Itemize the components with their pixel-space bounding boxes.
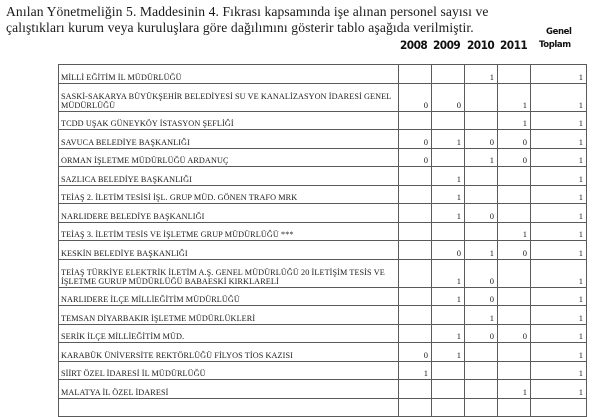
value-2011 bbox=[498, 259, 531, 287]
value-total: 1 bbox=[531, 130, 587, 149]
value-2011 bbox=[498, 185, 531, 204]
value-2010 bbox=[465, 111, 498, 130]
table-row bbox=[59, 241, 587, 260]
value-2008 bbox=[399, 324, 432, 343]
value-2009: 1 bbox=[432, 130, 465, 149]
value-2009 bbox=[432, 306, 465, 325]
value-2011: 0 bbox=[498, 324, 531, 343]
value-2008 bbox=[399, 398, 432, 417]
value-2010: 0 bbox=[465, 204, 498, 223]
value-2010 bbox=[465, 361, 498, 380]
value-2010: 1 bbox=[465, 241, 498, 260]
value-2011 bbox=[498, 398, 531, 417]
value-2010: 0 bbox=[465, 259, 498, 287]
value-2010: 1 bbox=[465, 148, 498, 167]
value-2011 bbox=[498, 306, 531, 325]
institution-name: TCDD UŞAK GÜNEYKÖY İSTASYON ŞEFLİĞİ bbox=[59, 111, 399, 130]
value-2011 bbox=[498, 65, 531, 84]
table-row bbox=[59, 148, 587, 167]
institution-name: SASKİ-SAKARYA BÜYÜKŞEHİR BELEDİYESİ SU VE KANALİZASYON İDARESİ GENEL MÜDÜRLÜĞÜ bbox=[59, 83, 399, 111]
value-2008: 0 bbox=[399, 148, 432, 167]
value-total: 1 bbox=[531, 65, 587, 84]
value-total: 1 bbox=[531, 222, 587, 241]
value-2008: 0 bbox=[399, 130, 432, 149]
value-2011 bbox=[498, 343, 531, 362]
value-2010: 1 bbox=[465, 65, 498, 84]
institution-name bbox=[59, 398, 399, 417]
value-2008 bbox=[399, 222, 432, 241]
intro-text bbox=[6, 4, 596, 36]
value-2009: 1 bbox=[432, 287, 465, 306]
value-2009: 1 bbox=[432, 343, 465, 362]
value-2008 bbox=[399, 306, 432, 325]
table-row bbox=[59, 343, 587, 362]
institution-name: NARLIDERE İLÇE MİLLİEĞİTİM MÜDÜRLÜĞÜ bbox=[59, 287, 399, 306]
institution-name: TEİAŞ TÜRKİYE ELEKTRİK İLETİM A.Ş. GENEL MÜDÜRLÜĞÜ 20 İLETİŞİM TESİS VE İŞLETME GURUP MÜDÜRLÜĞÜ BABAESKİ KIRKLARELİ bbox=[59, 259, 399, 287]
total-header-line-2: Toplam bbox=[539, 40, 571, 50]
value-2008 bbox=[399, 185, 432, 204]
total-header-line-1: Genel bbox=[546, 27, 572, 37]
value-total: 1 bbox=[531, 324, 587, 343]
value-2008 bbox=[399, 287, 432, 306]
institution-name: TEMSAN DİYARBAKIR İŞLETME MÜDÜRLÜKLERİ bbox=[59, 306, 399, 325]
value-total: 1 bbox=[531, 361, 587, 380]
value-total: 1 bbox=[531, 343, 587, 362]
institution-name: SERİK İLÇE MİLLİEĞİTİM MÜD. bbox=[59, 324, 399, 343]
value-2011: 1 bbox=[498, 380, 531, 399]
value-2011 bbox=[498, 287, 531, 306]
table-row bbox=[59, 361, 587, 380]
value-2011: 1 bbox=[498, 111, 531, 130]
value-2009 bbox=[432, 380, 465, 399]
institution-name: KESKİN BELEDİYE BAŞKANLIĞI bbox=[59, 241, 399, 260]
institution-name: KARABÜK ÜNİVERSİTE REKTÖRLÜĞÜ FİLYOS TİOS KAZISI bbox=[59, 343, 399, 362]
value-total: 1 bbox=[531, 167, 587, 186]
value-2008 bbox=[399, 259, 432, 287]
institution-name: ORMAN İŞLETME MÜDÜRLÜĞÜ ARDANUÇ bbox=[59, 148, 399, 167]
institution-name: SAVUCA BELEDİYE BAŞKANLIĞI bbox=[59, 130, 399, 149]
value-2010 bbox=[465, 185, 498, 204]
institution-name: MİLLİ EĞİTİM İL MÜDÜRLÜĞÜ bbox=[59, 65, 399, 84]
institution-name: MALATYA İL ÖZEL İDARESİ bbox=[59, 380, 399, 399]
value-2010 bbox=[465, 380, 498, 399]
value-2008 bbox=[399, 167, 432, 186]
value-2010 bbox=[465, 398, 498, 417]
value-2008: 0 bbox=[399, 343, 432, 362]
value-2008 bbox=[399, 65, 432, 84]
value-total: 1 bbox=[531, 306, 587, 325]
value-total: 1 bbox=[531, 380, 587, 399]
table-row bbox=[59, 130, 587, 149]
value-2011 bbox=[498, 204, 531, 223]
value-2011: 1 bbox=[498, 83, 531, 111]
value-2008 bbox=[399, 241, 432, 260]
value-2011 bbox=[498, 361, 531, 380]
value-2009: 0 bbox=[432, 83, 465, 111]
value-2010: 0 bbox=[465, 287, 498, 306]
personnel-table-body bbox=[59, 65, 587, 417]
value-2011: 1 bbox=[498, 222, 531, 241]
value-2009: 1 bbox=[432, 204, 465, 223]
value-total: 1 bbox=[531, 287, 587, 306]
value-2008 bbox=[399, 380, 432, 399]
table-row bbox=[59, 204, 587, 223]
year-header-2010: 2010 bbox=[467, 38, 495, 52]
value-2011: 0 bbox=[498, 241, 531, 260]
value-2009 bbox=[432, 111, 465, 130]
value-total: 1 bbox=[531, 241, 587, 260]
institution-name: SAZLICA BELEDİYE BAŞKANLIĞI bbox=[59, 167, 399, 186]
value-2010 bbox=[465, 83, 498, 111]
value-total: 1 bbox=[531, 83, 587, 111]
value-total bbox=[531, 398, 587, 417]
value-2009 bbox=[432, 222, 465, 241]
value-2009 bbox=[432, 65, 465, 84]
intro-line-2: çalıştıkları kurum veya kuruluşlara göre dağılımını gösterir tablo aşağıda verilmiştir. bbox=[6, 20, 474, 35]
table-row bbox=[59, 306, 587, 325]
year-header-2009: 2009 bbox=[433, 38, 461, 52]
value-2011: 0 bbox=[498, 130, 531, 149]
table-row bbox=[59, 65, 587, 84]
value-total: 1 bbox=[531, 111, 587, 130]
value-2009 bbox=[432, 361, 465, 380]
value-2008 bbox=[399, 111, 432, 130]
table-row bbox=[59, 380, 587, 399]
value-2011: 0 bbox=[498, 148, 531, 167]
value-2010 bbox=[465, 167, 498, 186]
table-row bbox=[59, 287, 587, 306]
value-2009: 1 bbox=[432, 185, 465, 204]
table-row bbox=[59, 185, 587, 204]
value-2009 bbox=[432, 398, 465, 417]
value-total: 1 bbox=[531, 148, 587, 167]
table-row bbox=[59, 398, 587, 417]
value-2010 bbox=[465, 222, 498, 241]
value-total: 1 bbox=[531, 185, 587, 204]
value-2008 bbox=[399, 204, 432, 223]
value-2009: 1 bbox=[432, 259, 465, 287]
table-row bbox=[59, 167, 587, 186]
value-2008: 0 bbox=[399, 83, 432, 111]
value-2010: 1 bbox=[465, 306, 498, 325]
value-total: 1 bbox=[531, 204, 587, 223]
value-2009: 1 bbox=[432, 324, 465, 343]
institution-name: TEİAŞ 2. İLETİM TESİSİ İŞL. GRUP MÜD. GÖNEN TRAFO MRK bbox=[59, 185, 399, 204]
value-2009: 1 bbox=[432, 167, 465, 186]
value-2011 bbox=[498, 167, 531, 186]
table-row bbox=[59, 83, 587, 111]
value-2010 bbox=[465, 343, 498, 362]
table-row bbox=[59, 111, 587, 130]
table-row bbox=[59, 259, 587, 287]
personnel-table bbox=[58, 64, 587, 417]
year-header-2011: 2011 bbox=[500, 38, 528, 52]
institution-name: TEİAŞ 3. İLETİM TESİS VE İŞLETME GRUP MÜDÜRLÜĞÜ *** bbox=[59, 222, 399, 241]
year-header-2008: 2008 bbox=[400, 38, 428, 52]
value-2010: 0 bbox=[465, 130, 498, 149]
value-2008: 1 bbox=[399, 361, 432, 380]
table-row bbox=[59, 222, 587, 241]
value-2010: 0 bbox=[465, 324, 498, 343]
institution-name: SİİRT ÖZEL İDARESİ İL MÜDÜRLÜĞÜ bbox=[59, 361, 399, 380]
value-2009: 0 bbox=[432, 241, 465, 260]
intro-line-1: Anılan Yönetmeliğin 5. Maddesinin 4. Fıkrası kapsamında işe alınan personel sayısı ve bbox=[6, 4, 489, 19]
value-total: 1 bbox=[531, 259, 587, 287]
institution-name: NARLIDERE BELEDİYE BAŞKANLIĞI bbox=[59, 204, 399, 223]
table-row bbox=[59, 324, 587, 343]
value-2009 bbox=[432, 148, 465, 167]
